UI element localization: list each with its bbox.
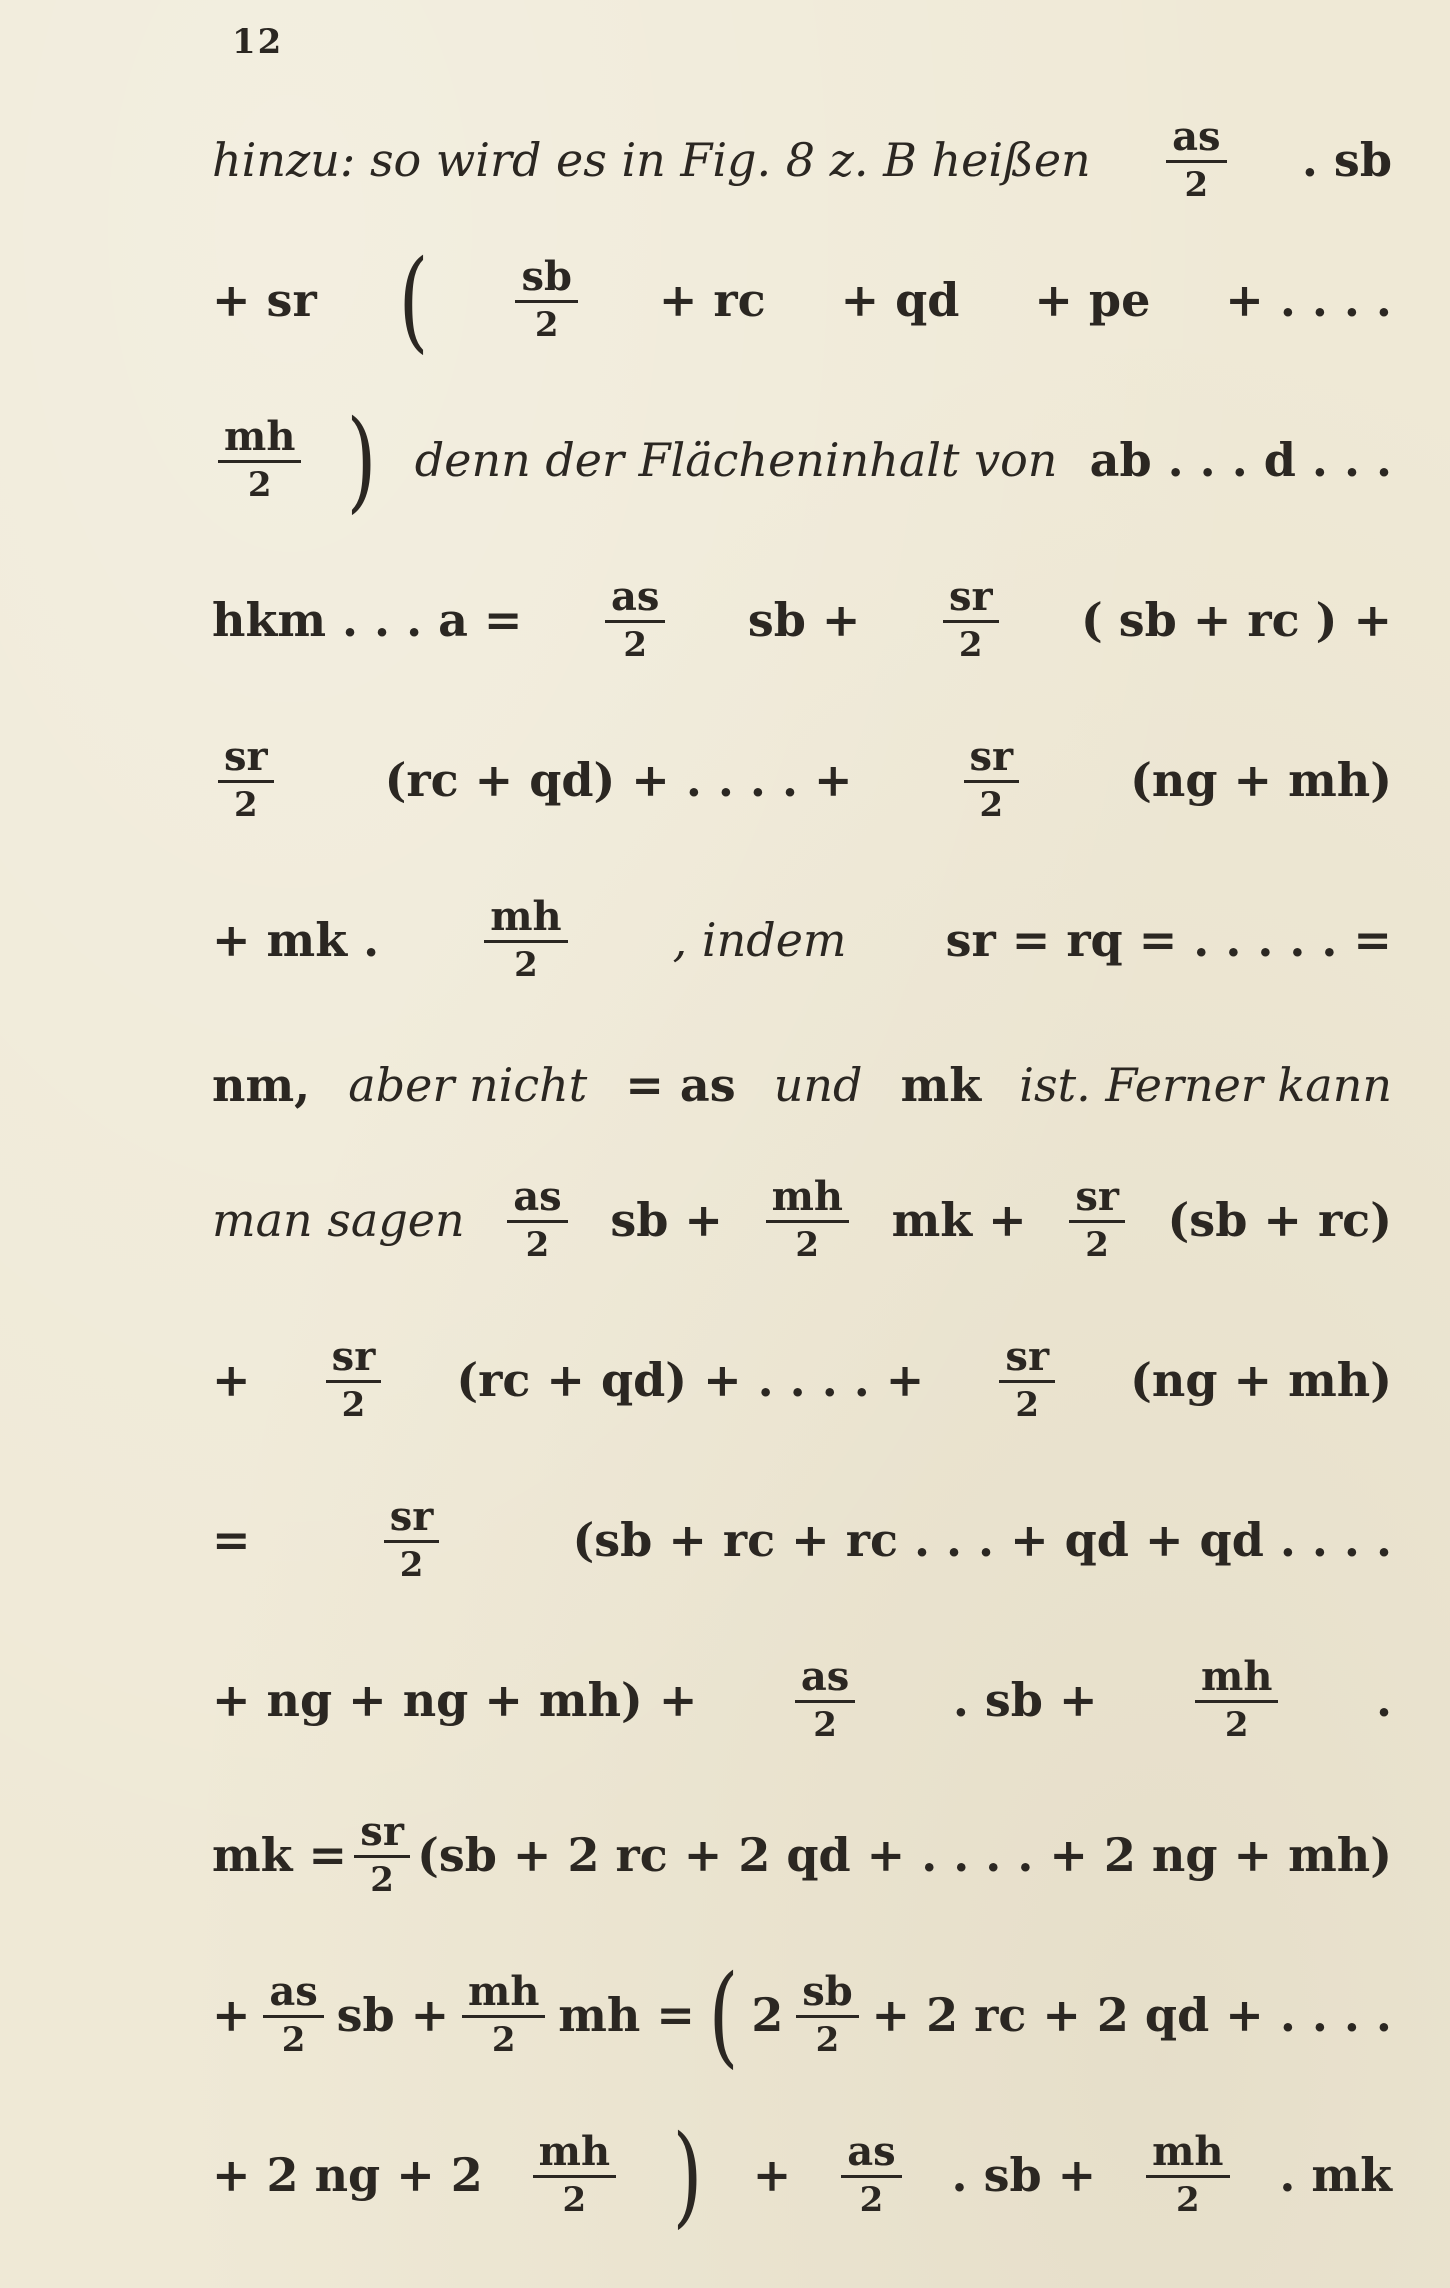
fraction-denominator: 2 [247, 464, 272, 505]
fraction [964, 734, 1020, 827]
fraction [218, 734, 274, 827]
fraction [766, 1174, 849, 1267]
fraction [263, 1969, 323, 2062]
math-expression: . sb [1301, 133, 1392, 187]
math-expression: ( sb + rc ) + [1081, 593, 1392, 647]
fraction [841, 2129, 901, 2222]
fraction-numerator: mh [1146, 2129, 1229, 2178]
fraction [1195, 1654, 1278, 1747]
math-expression: + 2 ng + 2 [212, 2148, 483, 2202]
fraction-denominator: 2 [815, 2019, 840, 2060]
fraction-denominator: 2 [491, 2019, 516, 2060]
math-expression: + mk . [212, 913, 380, 967]
fraction-denominator: 2 [514, 944, 538, 985]
fraction [1146, 2129, 1229, 2222]
fraction [1069, 1174, 1125, 1267]
fraction [515, 254, 578, 347]
math-expression: sr = rq = . . . . . = [945, 913, 1392, 967]
fraction-numerator: sr [964, 734, 1020, 783]
math-expression: sb + [747, 593, 861, 647]
math-expression: 2 [751, 1988, 784, 2042]
prose-text: aber nicht [348, 1058, 588, 1112]
text-line-9 [212, 1315, 1392, 1445]
fraction-denominator: 2 [859, 2179, 884, 2220]
fraction-numerator: mh [484, 894, 567, 943]
fraction-numerator: sr [354, 1809, 410, 1858]
fraction [795, 1654, 855, 1747]
fraction [354, 1809, 410, 1902]
fraction-numerator: sr [218, 734, 274, 783]
math-expression: + 2 rc + 2 qd + . . . . [871, 1988, 1392, 2042]
parenthesis: ) [672, 2111, 703, 2239]
fraction-denominator: 2 [1085, 1224, 1109, 1265]
parenthesis: ) [346, 396, 377, 524]
text-line-6 [212, 875, 1392, 1005]
math-expression: . [1375, 1673, 1392, 1727]
math-expression: nm, [212, 1058, 311, 1112]
math-expression: mk = [212, 1828, 348, 1882]
fraction [326, 1334, 382, 1427]
prose-text: hinzu: so wird es in Fig. 8 z. B heißen [212, 133, 1091, 187]
math-expression: (sb + rc) [1167, 1193, 1392, 1247]
fraction [384, 1494, 440, 1587]
math-expression: mh = [558, 1988, 695, 2042]
fraction-denominator: 2 [1175, 2179, 1200, 2220]
fraction-denominator: 2 [233, 784, 258, 825]
math-expression: sb + [610, 1193, 723, 1247]
math-expression: + [212, 1353, 251, 1407]
fraction [533, 2129, 616, 2222]
math-expression: + [212, 1988, 251, 2042]
text-line-11 [212, 1635, 1392, 1765]
math-expression: sb + [336, 1988, 450, 2042]
fraction-numerator: as [1166, 114, 1226, 163]
text-line-3 [212, 395, 1392, 525]
fraction [484, 894, 567, 987]
page-number: 12 [232, 22, 284, 62]
fraction [943, 574, 999, 667]
math-expression: (sb + 2 rc + 2 qd + . . . . + 2 ng + mh) [417, 1828, 1392, 1882]
text-line-10 [212, 1475, 1392, 1605]
text-line-8 [212, 1155, 1392, 1285]
fraction-numerator: mh [218, 414, 301, 463]
prose-text: man sagen [212, 1193, 465, 1247]
fraction [218, 414, 301, 507]
fraction-denominator: 2 [370, 1859, 394, 1900]
text-line-2 [212, 235, 1392, 365]
fraction-numerator: as [795, 1654, 855, 1703]
parenthesis: ( [398, 236, 429, 364]
fraction-numerator: sb [515, 254, 578, 303]
text-line-5 [212, 715, 1392, 845]
math-expression: hkm . . . a = [212, 593, 523, 647]
fraction-denominator: 2 [813, 1704, 837, 1745]
math-expression: + ng + ng + mh) + [212, 1673, 698, 1727]
fraction-numerator: sr [1069, 1174, 1125, 1223]
math-expression: mk [900, 1058, 982, 1112]
math-expression: = [212, 1513, 251, 1567]
fraction-numerator: mh [462, 1969, 545, 2018]
fraction-numerator: sr [943, 574, 999, 623]
fraction-denominator: 2 [958, 624, 983, 665]
prose-text: und [773, 1058, 863, 1112]
fraction-numerator: mh [533, 2129, 616, 2178]
math-expression: . sb + [951, 2148, 1097, 2202]
fraction-denominator: 2 [341, 1384, 366, 1425]
fraction-numerator: as [841, 2129, 901, 2178]
fraction [999, 1334, 1055, 1427]
fraction-denominator: 2 [795, 1224, 820, 1265]
prose-text: ist. Ferner kann [1019, 1058, 1392, 1112]
fraction-numerator: sb [796, 1969, 859, 2018]
fraction [462, 1969, 545, 2062]
fraction-denominator: 2 [525, 1224, 550, 1265]
fraction-denominator: 2 [534, 304, 559, 345]
math-expression: = as [625, 1058, 736, 1112]
fraction-numerator: sr [999, 1334, 1055, 1383]
fraction-numerator: as [263, 1969, 323, 2018]
fraction-denominator: 2 [562, 2179, 587, 2220]
text-line-4 [212, 555, 1392, 685]
math-expression: (rc + qd) + . . . . + [384, 753, 853, 807]
math-expression: + pe [1034, 273, 1151, 327]
math-expression: . mk [1279, 2148, 1392, 2202]
fraction-numerator: mh [766, 1174, 849, 1223]
math-expression: (rc + qd) + . . . . + [456, 1353, 925, 1407]
text-line-1 [212, 95, 1392, 225]
math-expression: + sr [212, 273, 317, 327]
math-expression: + rc [658, 273, 766, 327]
fraction-numerator: as [507, 1174, 567, 1223]
fraction [507, 1174, 567, 1267]
prose-text: , indem [672, 913, 847, 967]
math-expression: + [752, 2148, 792, 2202]
text-line-12 [212, 1790, 1392, 1920]
math-expression: + . . . . [1225, 273, 1392, 327]
parenthesis: ( [708, 1951, 739, 2079]
fraction-denominator: 2 [979, 784, 1004, 825]
fraction-denominator: 2 [1224, 1704, 1249, 1745]
fraction [1166, 114, 1226, 207]
text-line-14 [212, 2110, 1392, 2240]
math-expression: mk + [891, 1193, 1027, 1247]
fraction-denominator: 2 [1184, 164, 1209, 205]
math-expression: (ng + mh) [1130, 1353, 1392, 1407]
fraction-numerator: mh [1195, 1654, 1278, 1703]
fraction-denominator: 2 [281, 2019, 306, 2060]
fraction-denominator: 2 [399, 1544, 424, 1585]
prose-text: denn der Flächeninhalt von [414, 433, 1058, 487]
fraction-numerator: sr [326, 1334, 382, 1383]
fraction-numerator: sr [384, 1494, 440, 1543]
fraction-numerator: as [605, 574, 665, 623]
fraction [605, 574, 665, 667]
math-expression: + qd [840, 273, 960, 327]
math-expression: (ng + mh) [1130, 753, 1392, 807]
fraction-denominator: 2 [623, 624, 647, 665]
fraction [796, 1969, 859, 2062]
text-line-13 [212, 1950, 1392, 2080]
math-expression: ab . . . d . . . [1089, 433, 1392, 487]
text-line-7 [212, 1020, 1392, 1150]
math-expression: (sb + rc + rc . . . + qd + qd . . . . [572, 1513, 1392, 1567]
fraction-denominator: 2 [1015, 1384, 1040, 1425]
math-expression: . sb + [952, 1673, 1098, 1727]
